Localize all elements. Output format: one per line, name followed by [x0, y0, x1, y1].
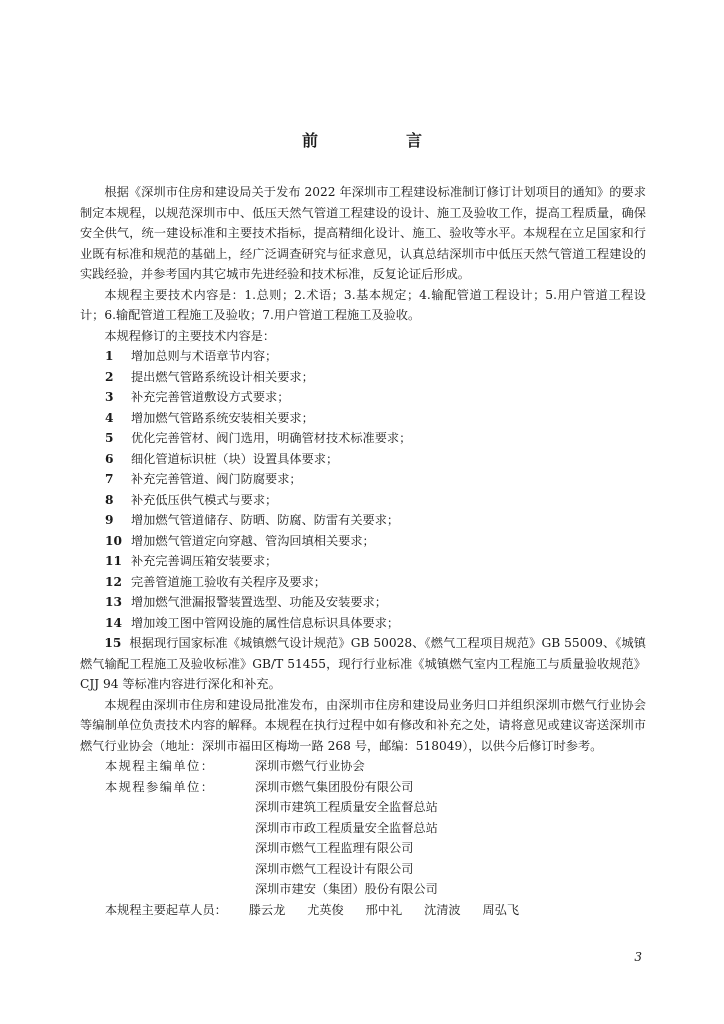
page-number: 3: [634, 950, 642, 964]
item-text: 增加燃气管道储存、防晒、防腐、防雷有关要求；: [131, 513, 400, 527]
list-item: [80, 510, 646, 531]
document-body: [80, 182, 646, 920]
item-number: 2: [105, 369, 114, 384]
item-text: 提出燃气管路系统设计相关要求；: [131, 369, 314, 384]
list-item: [80, 408, 646, 429]
participating-label: 本规程参编单位：: [105, 779, 215, 794]
list-item: [80, 613, 646, 634]
item-number: 9: [105, 513, 114, 527]
item-number: 15: [104, 636, 122, 650]
item-text: 增加燃气泄漏报警装置选型、功能及安装要求；: [131, 595, 387, 609]
participating-unit: 深圳市燃气工程监理有限公司: [255, 841, 414, 855]
item-number: 12: [105, 574, 122, 589]
list-item: [80, 469, 646, 490]
drafter-name: 邢中礼: [365, 902, 403, 917]
participating-unit: 深圳市燃气集团股份有限公司: [255, 779, 414, 794]
list-item: [80, 387, 646, 408]
item-number: 1: [105, 349, 114, 363]
participating-unit: 深圳市市政工程质量安全监督总站: [255, 820, 438, 835]
item-number: 11: [105, 554, 122, 568]
list-item: [80, 531, 646, 552]
item-text: 补充低压供气模式与要求；: [131, 492, 278, 507]
intro-paragraph: 根据《深圳市住房和建设局关于发布 2022 年深圳市工程建设标准制订修订计划项目的通知》的要求制定本规程，以规范深圳市中、低压天然气管道工程建设的设计、施工及验收工作，提高工程质量，确保安全供气，统一建设标准和主要技术指标，提高精细化设计、施工、验收等水平。本规程在立足国家和行业既有标准和规范的基础上，经广泛调查研究与征求意见，认真总结深圳市中低压天然气管道工程建设的实践经验，并参考国内其它城市先进经验和技术标准，反复论证后形成。: [80, 185, 646, 281]
drafter-name: 尤英俊: [307, 902, 344, 917]
list-item: [80, 428, 646, 449]
revision-list: [80, 346, 646, 695]
item-number: 5: [105, 431, 114, 445]
list-item: [80, 346, 646, 367]
item-text: 细化管道标识桩（块）设置具体要求；: [131, 451, 339, 466]
participating-unit: 深圳市建安（集团）股份有限公司: [255, 882, 438, 896]
item-text: 增加燃气管道定向穿越、管沟回填相关要求；: [131, 533, 375, 548]
item-text: 补充完善管道、阀门防腐要求；: [131, 472, 302, 486]
item-number: 6: [105, 451, 114, 466]
approval-paragraph: 本规程由深圳市住房和建设局批准发布，由深圳市住房和建设局业务归口并组织深圳市燃气行业协会等编制单位负责技术内容的解释。本规程在执行过程中如有修改和补充之处，请将意见或建议寄送深圳市燃气行业协会（地址：深圳市福田区梅坳一路 268 号，邮编：518049），以供今后修订时参考。: [80, 697, 646, 753]
participating-unit: 深圳市燃气工程设计有限公司: [255, 861, 414, 876]
main-content-paragraph: 本规程主要技术内容是：1.总则；2.术语；3.基本规定；4.输配管道工程设计；5.用户管道工程设计；6.输配管道工程施工及验收；7.用户管道工程施工及验收。: [80, 287, 646, 322]
list-item: [80, 367, 646, 388]
item-number: 3: [105, 390, 114, 404]
item-text: 根据现行国家标准《城镇燃气设计规范》GB 50028、《燃气工程项目规范》GB 55009、《城镇燃气输配工程施工及验收标准》GB/T 51455，现行行业标准《城镇燃气室内工程施工与质量验收规范》CJJ 94 等标准内容进行深化和补充。: [80, 636, 646, 691]
participating-unit: 深圳市建筑工程质量安全监督总站: [255, 800, 438, 814]
item-number: 8: [105, 492, 114, 507]
drafters-row: [80, 900, 646, 921]
chief-unit-label: 本规程主编单位：: [105, 759, 215, 773]
list-item: [80, 449, 646, 470]
drafter-name: 滕云龙: [248, 902, 286, 917]
drafter-name: 沈清波: [424, 902, 461, 917]
item-text: 完善管道施工验收有关程序及要求；: [131, 574, 326, 589]
item-number: 13: [105, 595, 122, 609]
list-item: [80, 551, 646, 572]
list-item: [80, 572, 646, 593]
list-item: [80, 490, 646, 511]
revision-heading: 本规程修订的主要技术内容是：: [104, 328, 276, 343]
page-title: 前 言: [301, 131, 458, 150]
item-text: 增加总则与术语章节内容；: [131, 349, 278, 363]
participating-units-list: [255, 777, 646, 900]
list-item: [80, 592, 646, 613]
item-text: 优化完善管材、阀门选用，明确管材技术标准要求；: [131, 431, 412, 445]
item-text: 增加燃气管路系统安装相关要求；: [131, 410, 314, 425]
participating-units-row: [80, 777, 646, 900]
chief-unit: 深圳市燃气行业协会: [255, 759, 365, 773]
item-text: 增加竣工图中管网设施的属性信息标识具体要求；: [131, 615, 400, 630]
item-number: 14: [105, 615, 122, 630]
item-number: 7: [105, 472, 114, 486]
item-number: 4: [105, 410, 114, 425]
list-item-wrapped: [80, 633, 646, 695]
drafters-label: 本规程主要起草人员：: [105, 902, 227, 917]
item-number: 10: [105, 533, 122, 548]
drafter-name: 周弘飞: [482, 902, 520, 917]
item-text: 补充完善管道敷设方式要求；: [131, 390, 290, 404]
chief-unit-row: [80, 756, 646, 777]
item-text: 补充完善调压箱安装要求；: [131, 554, 278, 568]
